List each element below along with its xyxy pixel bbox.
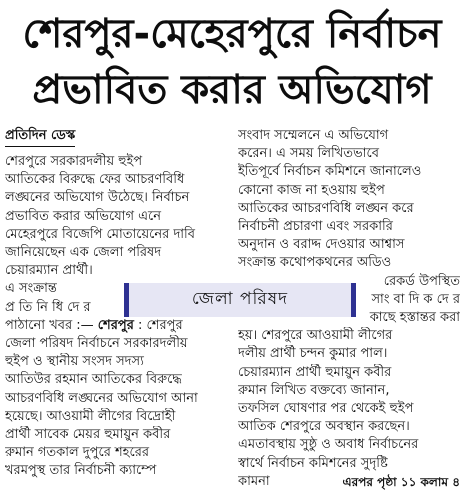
left-line: জানিয়েছেন এক জেলা পরিষদ — [5, 245, 162, 261]
pull-quote-text: জেলা পরিষদ — [191, 289, 289, 309]
right-line: তফসিল ঘোষণার পর থেকেই হুইপ — [238, 401, 414, 417]
right-line: হয়। শেরপুরে আওয়ামী লীগের — [238, 328, 393, 344]
left-line: রুমান গতকাল দুপুরে শহরের — [5, 445, 150, 461]
right-line: সংক্রান্ত কথোপকথনের অডিও — [238, 255, 392, 271]
left-line: হয়েছে। আওয়ামী লীগের বিদ্রোহী — [5, 408, 176, 424]
right-last-word: কামনা — [238, 473, 270, 489]
right-line: সংবাদ সম্মেলনে এ অভিযোগ — [238, 128, 389, 143]
right-line-last — [238, 473, 460, 491]
headline-line-2: প্রভাবিত করার অভিযোগ — [32, 67, 432, 113]
left-line: প্রার্থী সাবেক মেয়র হুমায়ুন কবীর — [5, 427, 171, 443]
dateline-prefix: পাঠানো খবর :— — [5, 317, 98, 333]
right-line: এমতাবস্থায় সুষ্ঠু ও অবাধ নির্বাচনের — [238, 437, 419, 453]
dateline-suffix: : শেরপুর — [133, 317, 183, 333]
headline-line-1: শেরপুর-মেহেরপুরে নির্বাচন — [22, 11, 442, 57]
left-line: মেহেরপুরে বিজেপি মোতায়েনের দাবি — [5, 226, 196, 242]
left-line-dateline — [5, 317, 228, 335]
left-line: আতিকের বিরুদ্ধে ফের আচরণবিধি — [5, 172, 185, 188]
left-line: প্র তি নি ধি দে র — [5, 299, 91, 315]
byline: প্রতিদিন ডেস্ক — [5, 127, 75, 147]
left-line: এ সংক্রান্ত — [5, 281, 57, 297]
right-line: কাছে হস্তান্তর করা — [369, 310, 460, 326]
left-line: খরমপুস্থ তার নির্বাচনী ক্যাম্পে — [5, 463, 157, 479]
right-line: দলীয় প্রার্থী চন্দন কুমার পাল। — [238, 346, 388, 362]
left-line: লঙ্ঘনের অভিযোগ উঠেছে। নির্বাচন — [5, 190, 190, 206]
right-line: আতিকের আচরণবিধি লঙ্ঘন করে — [238, 200, 414, 216]
left-line: প্রভাবিত করার অভিযোগ এনে — [5, 208, 161, 224]
left-line: আচরণবিধি লঙ্ঘনের অভিযোগ আনা — [5, 390, 198, 406]
continuation-note: এরপর পৃষ্ঠা ১১ কলাম ৪ — [342, 474, 460, 489]
right-line: আতিক শেরপুরে অবস্থান করছেন। — [238, 419, 410, 435]
right-line: স্বার্থে নির্বাচন কমিশনের সুদৃষ্টি — [238, 455, 388, 471]
right-line: করেন। এ সময় লিখিতভাবে — [238, 146, 379, 162]
left-line: চেয়ারম্যান প্রার্থী। — [5, 263, 93, 279]
right-line: সাং বা দি ক দে র — [371, 291, 460, 307]
pull-quote — [124, 283, 356, 317]
right-line: রেকর্ড উপস্থিত — [383, 273, 460, 289]
right-line: অনুদান ও বরাদ্দ দেওয়ার আশ্বাস — [238, 237, 405, 253]
left-line: আতিউর রহমান আতিকের বিরুদ্ধে — [5, 372, 182, 388]
right-line: নির্বাচনী প্রচারণা এবং সরকারি — [238, 219, 393, 235]
right-line: কোনো কাজ না হওয়ায় হুইপ — [238, 182, 385, 198]
dateline-place: শেরপুর — [97, 317, 134, 333]
left-line: জেলা পরিষদ নির্বাচনে সরকারদলীয় — [5, 336, 188, 352]
right-line: ইতিপূর্বে নির্বাচন কমিশনে জানালেও — [238, 164, 422, 180]
left-line: শেরপুরে সরকারদলীয় হুইপ — [5, 154, 143, 169]
right-line: চেয়ারম্যান প্রার্থী হুমায়ুন কবীর — [238, 364, 392, 380]
right-line: রুমান লিখিত বক্তব্যে জানান, — [238, 382, 390, 398]
left-line: হুইপ ও স্থানীয় সংসদ সদস্য — [5, 354, 144, 370]
